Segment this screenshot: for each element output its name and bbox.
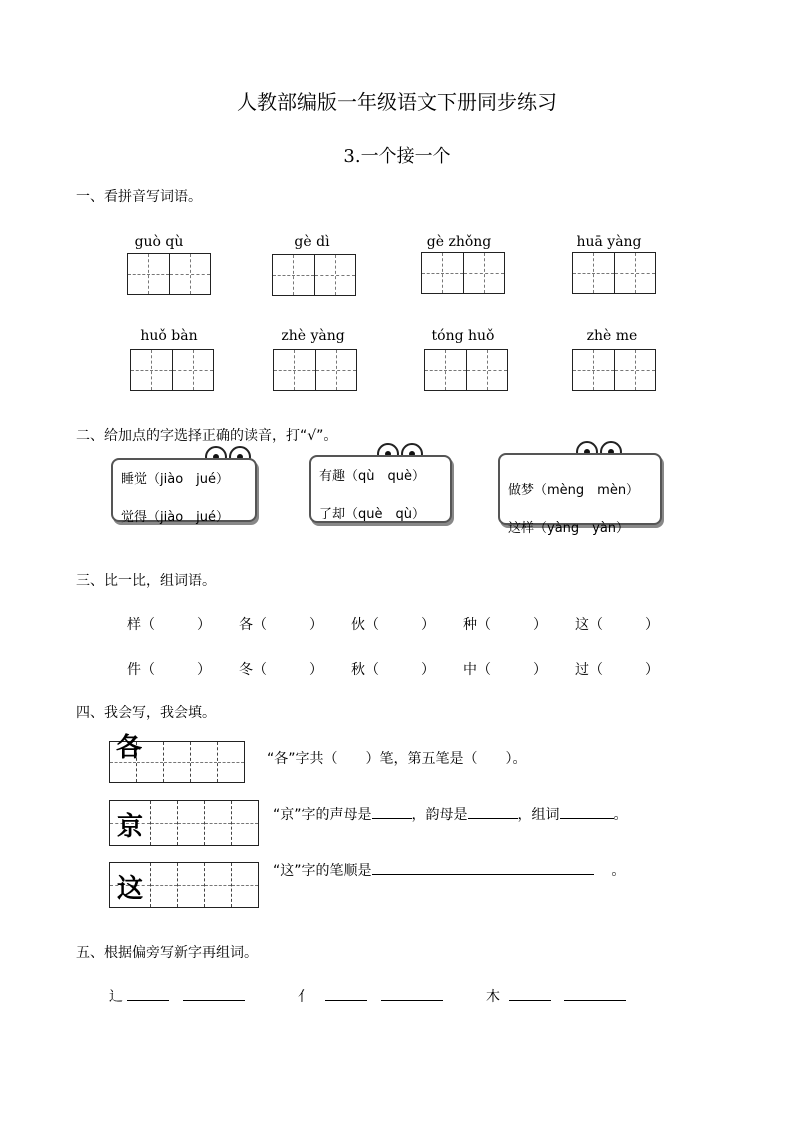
- reading-option[interactable]: 有趣（qù què）: [319, 469, 425, 484]
- compare-word-blank[interactable]: 过（ ）: [575, 662, 659, 678]
- pinyin-label: gè dì: [294, 234, 330, 250]
- reading-option[interactable]: 睡觉（jiào jué）: [121, 472, 229, 487]
- section2-heading: 二、给加点的字选择正确的读音，打“√”。: [76, 428, 338, 444]
- reading-option[interactable]: 做梦（mèng mèn）: [508, 483, 640, 498]
- pinyin-label: guò qù: [134, 234, 184, 250]
- reading-card: [498, 453, 662, 536]
- writing-grid[interactable]: [273, 349, 357, 391]
- writing-grid[interactable]: [572, 252, 656, 294]
- writing-grid[interactable]: [127, 253, 211, 295]
- model-character: 各: [116, 733, 143, 763]
- stroke-question[interactable]: “京”字的声母是 ，韵母是 ，组词 。: [273, 804, 628, 824]
- compare-word-blank[interactable]: 种（ ）: [463, 617, 547, 633]
- stroke-question[interactable]: “这”字的笔顺是 。: [273, 860, 625, 880]
- compare-word-blank[interactable]: 中（ ）: [463, 662, 547, 678]
- radical-blank-group[interactable]: 木: [486, 986, 626, 1006]
- radical-blank-group[interactable]: 辶: [109, 986, 245, 1006]
- reading-card: [111, 458, 257, 525]
- compare-word-blank[interactable]: 样（ ）: [127, 617, 211, 633]
- pinyin-label: gè zhǒng: [426, 234, 492, 250]
- compare-word-blank[interactable]: 冬（ ）: [239, 662, 323, 678]
- writing-grid[interactable]: [272, 254, 356, 296]
- pinyin-label: huā yàng: [576, 234, 642, 250]
- compare-word-blank[interactable]: 这（ ）: [575, 617, 659, 633]
- compare-word-blank[interactable]: 伙（ ）: [351, 617, 435, 633]
- pinyin-label: huǒ bàn: [140, 328, 198, 344]
- section5-heading: 五、根据偏旁写新字再组词。: [76, 945, 258, 961]
- section1-heading: 一、看拼音写词语。: [76, 189, 202, 205]
- pinyin-label: tóng huǒ: [431, 328, 495, 344]
- compare-word-blank[interactable]: 各（ ）: [239, 617, 323, 633]
- pinyin-label: zhè yàng: [281, 328, 345, 344]
- page-title: 人教部编版一年级语文下册同步练习: [237, 90, 557, 114]
- pinyin-label: zhè me: [586, 328, 638, 344]
- reading-option[interactable]: 了却（què qù）: [319, 507, 425, 522]
- writing-grid[interactable]: [130, 349, 214, 391]
- compare-word-blank[interactable]: 件（ ）: [127, 662, 211, 678]
- reading-option[interactable]: 这样（yàng yàn）: [508, 521, 630, 536]
- model-character: 这: [117, 874, 144, 904]
- compare-word-blank[interactable]: 秋（ ）: [351, 662, 435, 678]
- stroke-question[interactable]: “各”字共（ ）笔，第五笔是（ ）。: [267, 751, 527, 767]
- reading-option[interactable]: 觉得（jiào jué）: [121, 510, 229, 525]
- model-character: 京: [117, 812, 144, 842]
- section4-heading: 四、我会写，我会填。: [76, 705, 216, 721]
- section3-heading: 三、比一比，组词语。: [76, 573, 216, 589]
- lesson-title: 3.一个接一个: [343, 146, 451, 167]
- writing-grid[interactable]: [421, 252, 505, 294]
- reading-card: [309, 455, 452, 523]
- writing-grid[interactable]: [424, 349, 508, 391]
- writing-grid[interactable]: [572, 349, 656, 391]
- radical-blank-group[interactable]: 亻: [298, 986, 443, 1006]
